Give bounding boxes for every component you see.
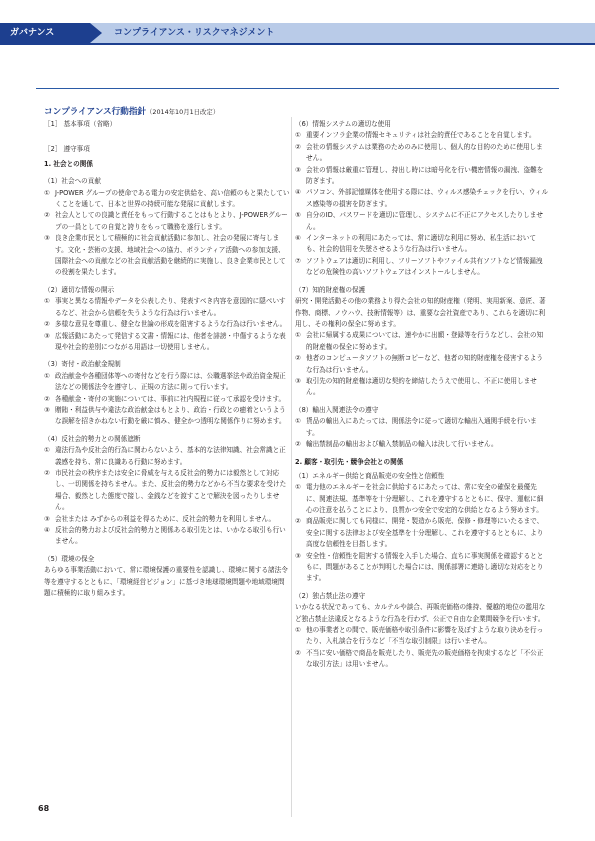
- item-text: 反社会的勢力および反社会的勢力と関係ある取引先とは、いかなる取引も行いません。: [55, 526, 286, 546]
- item-text: 商品販売に関しても同様に、開発・製造から販売、保修・修理等にいたるまで、安全に関する法律および安全基準を十分理解し、これを遵守するとともに、より高度な信頼性を目指します。: [306, 517, 544, 549]
- group-paragraph: あらゆる事業活動において、常に環境保護の重要性を認識し、環境に関する諸法令等を遵守するとともに、「環境経営ビジョン」に基づき地球環境問題や地域環境問題に積極的に取り組みます。: [44, 566, 288, 598]
- list-item: [44, 319, 290, 330]
- group-contribution: [44, 176, 290, 279]
- item-number: ②: [44, 320, 50, 329]
- list-item: [44, 468, 290, 514]
- item-number: ⑥: [295, 234, 301, 243]
- page-number: 68: [38, 804, 50, 813]
- group-head: （3）寄付・政治献金規制: [44, 360, 121, 369]
- item-number: ①: [44, 371, 50, 380]
- item-text: 会社の情報システムは業務のためのみに使用し、個人的な目的のために使用しません。: [306, 142, 543, 163]
- group-head: （4）反社会的勢力との関係遮断: [44, 434, 141, 443]
- list-item: [295, 439, 549, 450]
- item-text: 他者のコンピュータソフトの無断コピーなど、他者の知的財産権を侵害するような行為は行いません。: [306, 354, 543, 374]
- item-text: パソコン、外部記憶媒体を使用する際には、ウィルス感染チェックを行い、ウィルス感染等の損害を防ぎます。: [306, 188, 549, 208]
- item-number: ③: [44, 405, 50, 414]
- item-number: ①: [44, 297, 50, 306]
- item-text: 広報活動にあたって発信する文書・情報には、他者を誹謗・中傷するような表現や社会的差別につながる用語は一切使用しません。: [55, 331, 286, 351]
- list-item: [295, 210, 549, 233]
- item-number: ①: [295, 131, 301, 140]
- list-item: [44, 331, 290, 354]
- group-paragraph: いかなる状況であっても、カルテルや談合、再販売価格の維持、優越的地位の濫用など独占禁止法違反となるような行為を行わず、公正で自由な企業間競争を行います。: [295, 603, 546, 623]
- item-text: 輸出禁制品の輸出および輸入禁制品の輸入は決して行いません。: [306, 439, 498, 448]
- item-text: 貨品の輸出入にあたっては、関係法令に従って適切な輸出入通関手続を行います。: [306, 417, 537, 437]
- item-number: ③: [295, 551, 301, 560]
- group-safety: [295, 471, 549, 585]
- group-head: （6）情報システムの適切な使用: [295, 120, 391, 128]
- item-list: [295, 416, 549, 450]
- item-text: 事実と異なる情報やデータを公表したり、発表すべき内容を意図的に隠ぺいするなど、社会から信頼を失うような行為は行いません。: [55, 297, 286, 317]
- group-infosystem: [295, 119, 549, 279]
- item-text: 多様な意見を尊重し、健全な世論の形成を阻害するような行為は行いません。: [55, 320, 287, 329]
- item-text: 社会人としての良識と責任をもって行動することはもとより、J-POWERグループの一員としての自覚と誇りをもって職務を遂行します。: [55, 211, 288, 231]
- item-number: ②: [295, 439, 301, 448]
- item-text: 違法行為や反社会的行為に関わらないよう、基本的な法律知識、社会常識と正義感を持ち、常に良識ある行動に努めます。: [55, 446, 286, 466]
- item-text: 会社の情報は厳重に管理し、持出し時には暗号化を行い機密情報の漏洩、盗難を防ぎます。: [306, 165, 544, 186]
- content-panel: [36, 88, 559, 821]
- group-head: （1）社会への貢献: [44, 177, 101, 186]
- item-number: ②: [295, 354, 301, 363]
- list-item: [44, 296, 290, 319]
- group-export: [295, 405, 549, 451]
- page-header: [0, 0, 595, 43]
- item-text: 各種献金・寄付の実施については、事前に社内規程に従って承認を受けます。: [55, 394, 286, 403]
- item-text: インターネットの利用にあたっては、常に適切な利用に努め、私生活においても、社会的信用を失墜させるような行為は行いません。: [306, 234, 536, 254]
- item-text: 自分のID、パスワードを適切に管理し、システムに不正にアクセスしたりしません。: [306, 211, 543, 231]
- list-item: [44, 188, 290, 211]
- group-environment: [44, 554, 290, 600]
- section-basic: ［1］ 基本事項（省略）: [44, 120, 117, 128]
- heading-customers: 2. 顧客・取引先・競争会社との関係: [295, 458, 404, 467]
- item-number: ③: [44, 331, 50, 340]
- header-section-label: ガバナンス: [0, 23, 90, 43]
- section-compliance: ［2］ 遵守事項: [44, 145, 90, 154]
- item-number: ③: [295, 165, 301, 174]
- list-item: [295, 416, 549, 439]
- item-text: 贈賄・利益供与や違法な政治献金はもとより、政治・行政との癒着というような誤解を招きかねない行動を厳に慎み、健全かつ透明な関係作りに努めます。: [55, 405, 286, 426]
- group-head: （2）独占禁止法の遵守: [295, 591, 366, 600]
- item-text: 政治献金や各種団体等への寄付などを行う際には、公職選挙法や政治資金規正法などの関係法令を遵守し、正規の方法に則って行います。: [55, 371, 286, 392]
- item-number: ①: [44, 188, 50, 197]
- list-item: [295, 165, 549, 188]
- group-antimonopoly: [295, 591, 549, 671]
- group-head: （5）環境の保全: [44, 554, 95, 563]
- group-donation: [44, 359, 290, 427]
- list-item: [295, 482, 549, 516]
- list-item: [44, 394, 290, 405]
- list-item: [44, 210, 290, 233]
- item-number: ②: [295, 142, 301, 151]
- doc-title-note: （2014年10月1日改定）: [146, 108, 220, 116]
- left-column: [44, 119, 290, 599]
- header-title: コンプライアンス・リスクマネジメント: [90, 23, 595, 43]
- item-number: ②: [295, 517, 301, 526]
- item-number: ①: [295, 417, 301, 426]
- item-text: 会社に帰属する成果については、速やかに出願・登録等を行うなどし、会社の知的財産権の保全に努めます。: [306, 331, 544, 351]
- item-text: 他の事業者との間で、販売価格や取引条件に影響を及ぼすような取り決めを行ったり、入札談合を行うなど「不当な取引制限」は行いません。: [306, 626, 544, 646]
- item-text: 取引先の知的財産権は適切な契約を締結したうえで使用し、不正に使用しません。: [306, 376, 537, 397]
- doc-title-row: [44, 99, 219, 118]
- item-text: ソフトウェアは適切に利用し、フリーソフトやファイル共有ソフトなど情報漏洩などの危険性の高いソフトウェアはインストールしません。: [306, 256, 543, 277]
- item-number: ③: [295, 376, 301, 385]
- group-ip: [295, 285, 549, 399]
- list-item: [295, 187, 549, 210]
- list-item: [295, 648, 549, 671]
- item-list: [295, 130, 549, 278]
- list-item: [295, 353, 549, 376]
- header-arrow: [90, 23, 102, 43]
- item-number: ②: [44, 468, 50, 477]
- item-text: 市民社会の秩序または安全に脅威を与える反社会的勢力には毅然として対応し、一切関係を持ちません。また、反社会的勢力などから不当な要求を受けた場合、毅然とした態度で接し、金銭などを渡すことで解決を図ったりしません。: [55, 468, 287, 512]
- item-number: ⑤: [295, 211, 301, 220]
- item-number: ②: [44, 211, 50, 220]
- item-number: ②: [44, 394, 50, 403]
- item-number: ④: [44, 526, 50, 534]
- doc-title: コンプライアンス行動指針: [44, 107, 147, 117]
- item-number: ①: [295, 626, 301, 635]
- item-number: ①: [44, 446, 50, 455]
- item-text: 良き企業市民として積極的に社会貢献活動に参加し、社会の発展に寄与します。文化・芸術の支援、地域社会への協力、ボランティア活動への参加支援、国際社会への貢献などの社会貢献活動を継続的に実施し、良き企業市民としての役割を果たします。: [55, 234, 286, 277]
- group-paragraph: 研究・開発活動その他の業務より得た会社の知的財産権（発明、実用新案、意匠、著作物、商標、ノウハウ、技術情報等）は、重要な会社資産であり、これらを適切に利用し、その権利の保全に努めます。: [295, 297, 546, 328]
- item-number: ②: [295, 648, 301, 657]
- item-text: 会社または みずからの利益を得るために、反社会的勢力を利用しません。: [55, 514, 276, 523]
- list-item: [44, 445, 290, 468]
- heading-society: 1. 社会との関係: [44, 159, 93, 168]
- item-list: [295, 330, 549, 398]
- list-item: [295, 330, 549, 353]
- item-list: [295, 625, 549, 671]
- right-column: [295, 119, 549, 671]
- item-number: ⑦: [295, 256, 301, 265]
- list-item: [295, 130, 549, 141]
- list-item: [44, 514, 290, 525]
- item-text: 重要インフラ企業の情報セキュリティは社会的責任であることを自覚します。: [306, 131, 536, 140]
- item-number: ③: [44, 514, 50, 523]
- list-item: [44, 405, 290, 428]
- list-item: [295, 142, 549, 165]
- list-item: [44, 371, 290, 394]
- list-item: [295, 516, 549, 550]
- group-head: （1）エネルギー供給と商品販売の安全性と信頼性: [295, 471, 445, 480]
- list-item: [295, 376, 549, 399]
- item-number: ③: [44, 234, 50, 243]
- group-head: （2）適切な情報の開示: [44, 285, 115, 294]
- group-disclosure: [44, 285, 290, 353]
- group-head: （7）知的財産権の保護: [295, 285, 366, 294]
- item-text: 電力他のエネルギーを社会に供給するにあたっては、常に安全の確保を最優先に、関連法規、基準等を十分理解し、これを遵守するとともに、保守、運転に細心の注意を払うことにより、良質かつ安全で安定的な供給となるよう努めます。: [306, 483, 544, 514]
- list-item: [295, 625, 549, 648]
- item-text: 不当に安い価格で商品を販売したり、販売先の販売価格を拘束するなど「不公正な取引方法」は用いません。: [306, 648, 544, 669]
- item-list: [44, 296, 290, 353]
- item-list: [44, 371, 290, 428]
- group-antisocial: [44, 434, 290, 548]
- list-item: [44, 525, 290, 548]
- item-text: J-POWER グループの使命である電力の安定供給を、高い信頼のもと果たしていくことを通して、日本と世界の持続可能な発展に貢献します。: [55, 188, 290, 209]
- item-number: ①: [295, 331, 301, 340]
- list-item: [295, 233, 549, 256]
- group-head: （8）輸出入関連法令の遵守: [295, 405, 379, 414]
- item-number: ①: [295, 483, 301, 492]
- list-item: [295, 256, 549, 279]
- column-divider: [291, 117, 292, 817]
- item-number: ④: [295, 188, 301, 197]
- list-item: [295, 551, 549, 585]
- item-list: [44, 188, 290, 279]
- item-list: [44, 445, 290, 548]
- item-list: [295, 482, 549, 585]
- header-rule: [0, 43, 595, 45]
- list-item: [44, 233, 290, 279]
- item-text: 安全性・信頼性を阻害する情報を入手した場合、直ちに事実関係を確認するとともに、問題があることが判明した場合には、関係部署に連絡し適切な対応をとります。: [306, 551, 544, 583]
